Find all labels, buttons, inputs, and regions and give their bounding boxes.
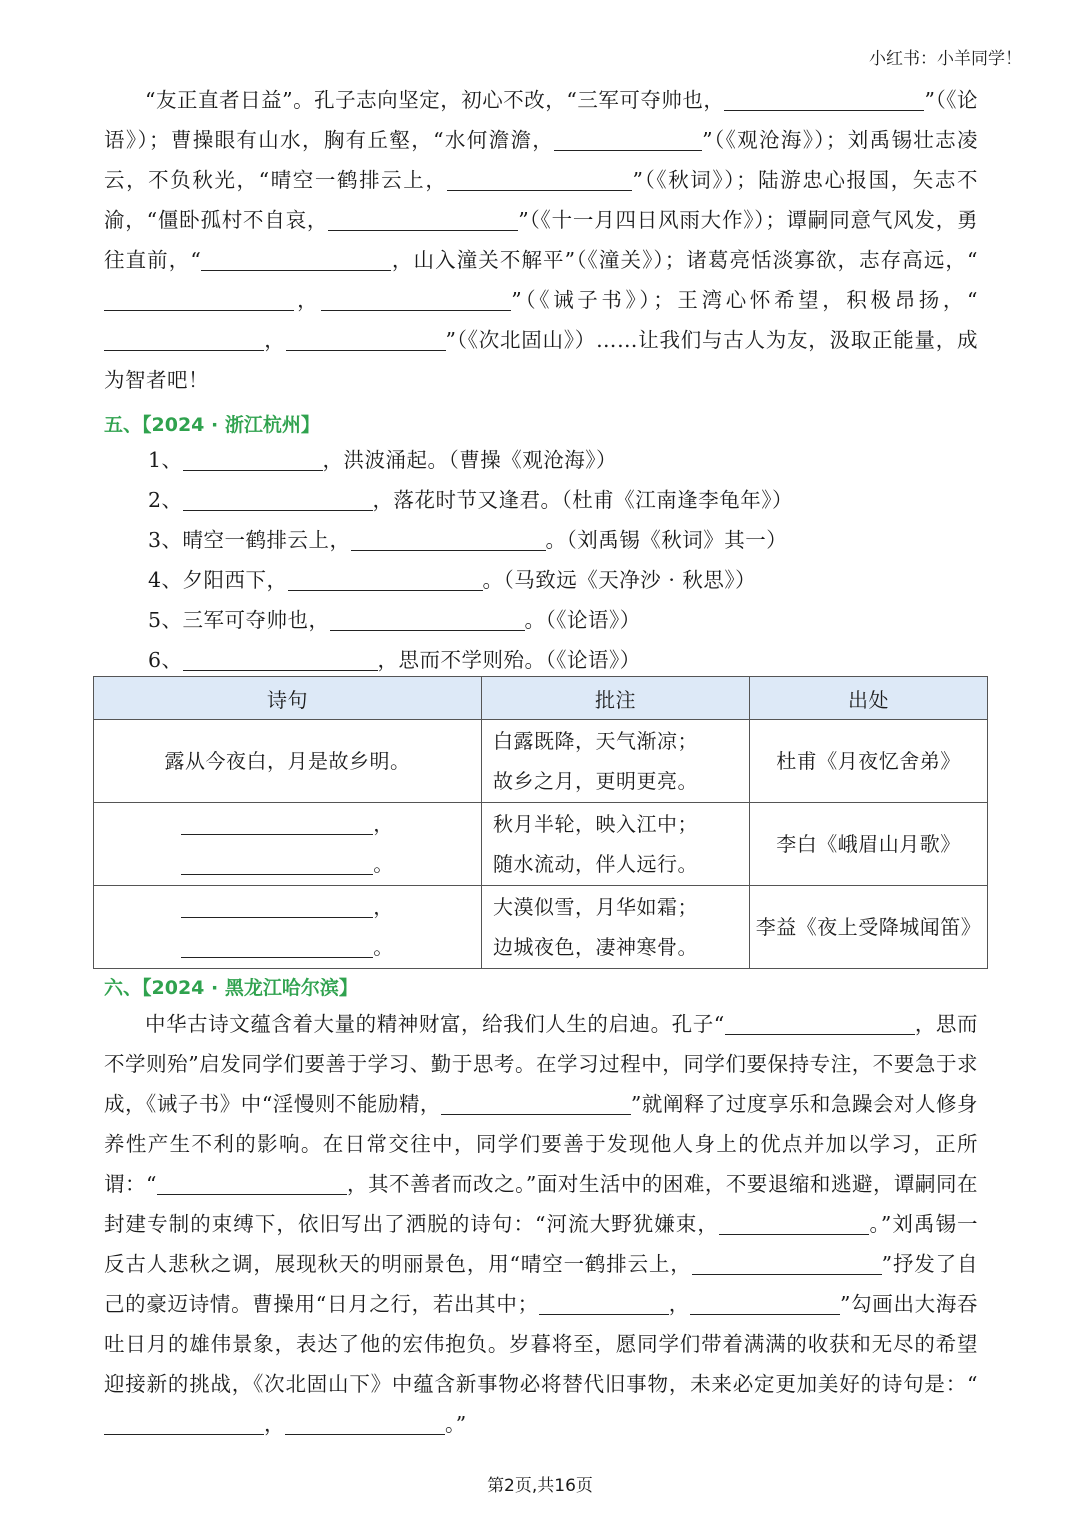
annotation-line: 边城夜色，凄神寒骨。 [493,935,698,959]
poem-line [95,927,480,967]
answer-blank[interactable] [104,328,264,351]
question-text: ，洪波涌起。（曹操《观沧海》） [322,448,618,472]
answer-blank[interactable] [351,528,546,551]
answer-blank[interactable] [183,648,378,671]
intro-text: ”（《次北固山》）……让我们与古人为友，汲取正能量，成为智者吧！ [104,328,979,392]
question-number: 3、 [148,528,183,552]
answer-blank[interactable] [183,448,323,471]
punctuation: ， [373,812,394,836]
answer-blank[interactable] [441,1092,631,1115]
annotation-line: 故乡之月，更明更亮。 [493,769,698,793]
question-number: 2、 [148,488,183,512]
question-3 [148,520,787,560]
intro-text: ”（《十一月四日风雨大作》）；谭嗣同意气风发，勇往直前，“ [104,208,978,272]
answer-blank[interactable] [288,568,483,591]
answer-blank[interactable] [285,1412,445,1435]
answer-blank[interactable] [692,1252,882,1275]
paragraph-text: 中华古诗文蕴含着大量的精神财富，给我们人生的启迪。孔子“ [145,1012,725,1036]
intro-text: ，山入潼关不解平”（《潼关》）；诸葛亮恬淡寡欲，志存高远，“ [391,248,978,272]
answer-blank[interactable] [286,328,446,351]
intro-text: ”（《秋词》）；陆游忠心报国，矢志不渝，“僵卧孤村不自哀， [104,168,978,232]
answer-blank[interactable] [725,1012,915,1035]
intro-text: ”（《观沧海》）；刘禹锡壮志凌云，不负秋光，“晴空一鹤排云上， [104,128,978,192]
answer-blank[interactable] [328,208,518,231]
annotation-line: 大漠似雪，月华如霜； [493,895,698,919]
question-number: 6、 [148,648,183,672]
header-annotation: 批注 [482,677,750,720]
question-text: ，落花时节又逢君。（杜甫《江南逢李龟年》） [372,488,794,512]
annotation-cell [482,886,750,969]
question-text: 晴空一鹤排云上， [182,528,351,552]
answer-blank[interactable] [104,288,294,311]
annotation-cell [482,720,750,803]
paragraph-text: 。” [445,1412,467,1436]
poem-line [95,804,480,844]
answer-blank[interactable] [690,1292,840,1315]
answer-blank[interactable] [181,812,373,835]
annotation-line: 白露既降，天气渐凉； [493,729,698,753]
punctuation: 。 [373,852,394,876]
poem-cell [94,803,482,886]
intro-text: ， [264,328,286,352]
source-cell: 李白《峨眉山月歌》 [750,803,988,886]
intro-paragraph [104,80,978,400]
paragraph-text: ，思而不学则殆”启发同学们要善于学习、勤于思考。在学习过程中，同学们要保持专注，不要急于求成，《诫子书》中“淫慢则不能励精， [104,1012,978,1116]
header-poem: 诗句 [94,677,482,720]
question-text: 三军可夺帅也， [182,608,330,632]
punctuation: 。 [373,935,394,959]
answer-blank[interactable] [330,608,525,631]
answer-blank[interactable] [719,1212,869,1235]
answer-blank[interactable] [181,895,373,918]
annotation-line: 随水流动，伴人远行。 [493,852,698,876]
table-row [94,886,988,969]
intro-text: “友正直者日益”。孔子志向坚定，初心不改，“三军可夺帅也， [145,88,725,112]
section6-heading: 六、【2024 · 黑龙江哈尔滨】 [104,977,358,999]
punctuation: ， [373,895,394,919]
answer-blank[interactable] [724,88,924,111]
answer-blank[interactable] [539,1292,669,1315]
paragraph-text: ， [264,1412,285,1436]
question-text: 。（《论语》） [524,608,641,632]
annotation-line: 秋月半轮，映入江中； [493,812,698,836]
table-header-row [94,677,988,720]
poem-table [93,676,988,969]
paragraph-text: ，其不善者而改之。”面对生活中的困难，不要退缩和逃避，谭嗣同在封建专制的束缚下，依旧写出了洒脱的诗句：“河流大野犹嫌束， [104,1172,978,1236]
question-number: 4、 [148,568,183,592]
answer-blank[interactable] [104,1412,264,1435]
intro-text: ”（《论语》）；曹操眼有山水，胸有丘壑，“水何澹澹， [104,88,978,152]
answer-blank[interactable] [554,128,702,151]
question-4 [148,560,756,600]
answer-blank[interactable] [181,935,373,958]
question-text: 。（刘禹锡《秋词》其一） [545,528,788,552]
question-6 [148,640,641,680]
answer-blank[interactable] [201,248,391,271]
table-row [94,803,988,886]
answer-blank[interactable] [183,488,373,511]
question-text: 。（马致远《天净沙 · 秋思》） [482,568,757,592]
paragraph-text: ”勾画出大海吞吐日月的雄伟景象，表达了他的宏伟抱负。岁暮将至，愿同学们带着满满的收获和无尽的希望迎接新的挑战，《次北固山下》中蕴含新事物必将替代旧事物，未来必定更加美好的诗句是：“ [104,1292,978,1396]
poem-cell [94,886,482,969]
page-number: 第2页,共16页 [487,1476,593,1496]
question-5 [148,600,641,640]
annotation-cell [482,803,750,886]
answer-blank[interactable] [181,852,373,875]
question-number: 5、 [148,608,183,632]
poem-line [95,844,480,884]
intro-text: ， [294,288,322,312]
paragraph-text: ”抒发了自己的豪迈诗情。曹操用“日月之行，若出其中； [104,1252,978,1316]
source-cell: 杜甫《月夜忆舍弟》 [750,720,988,803]
question-1 [148,440,617,480]
question-text: 夕阳西下， [182,568,288,592]
poem-cell: 露从今夜白，月是故乡明。 [94,720,482,803]
header-source: 出处 [750,677,988,720]
section5-heading: 五、【2024 · 浙江杭州】 [104,414,320,436]
table-row [94,720,988,803]
section6-paragraph [104,1004,978,1444]
question-text: ，思而不学则殆。（《论语》） [377,648,641,672]
answer-blank[interactable] [447,168,632,191]
watermark-text: 小红书：小羊同学！ [869,49,1022,69]
paragraph-text: ”就阐释了过度享乐和急躁会对人修身养性产生不利的影响。在日常交往中，同学们要善于发现他人身上的优点并加以学习，正所谓：“ [104,1092,978,1196]
source-cell: 李益《夜上受降城闻笛》 [750,886,988,969]
intro-text: ”（《诫子书》）；王湾心怀希望，积极昂扬，“ [511,288,978,312]
question-number: 1、 [148,448,183,472]
poem-line [95,887,480,927]
paragraph-text: ， [668,1292,690,1316]
question-2 [148,480,793,520]
answer-blank[interactable] [157,1172,347,1195]
paragraph-text: 。”刘禹锡一反古人悲秋之调，展现秋天的明丽景色，用“晴空一鹤排云上， [104,1212,979,1276]
answer-blank[interactable] [321,288,511,311]
